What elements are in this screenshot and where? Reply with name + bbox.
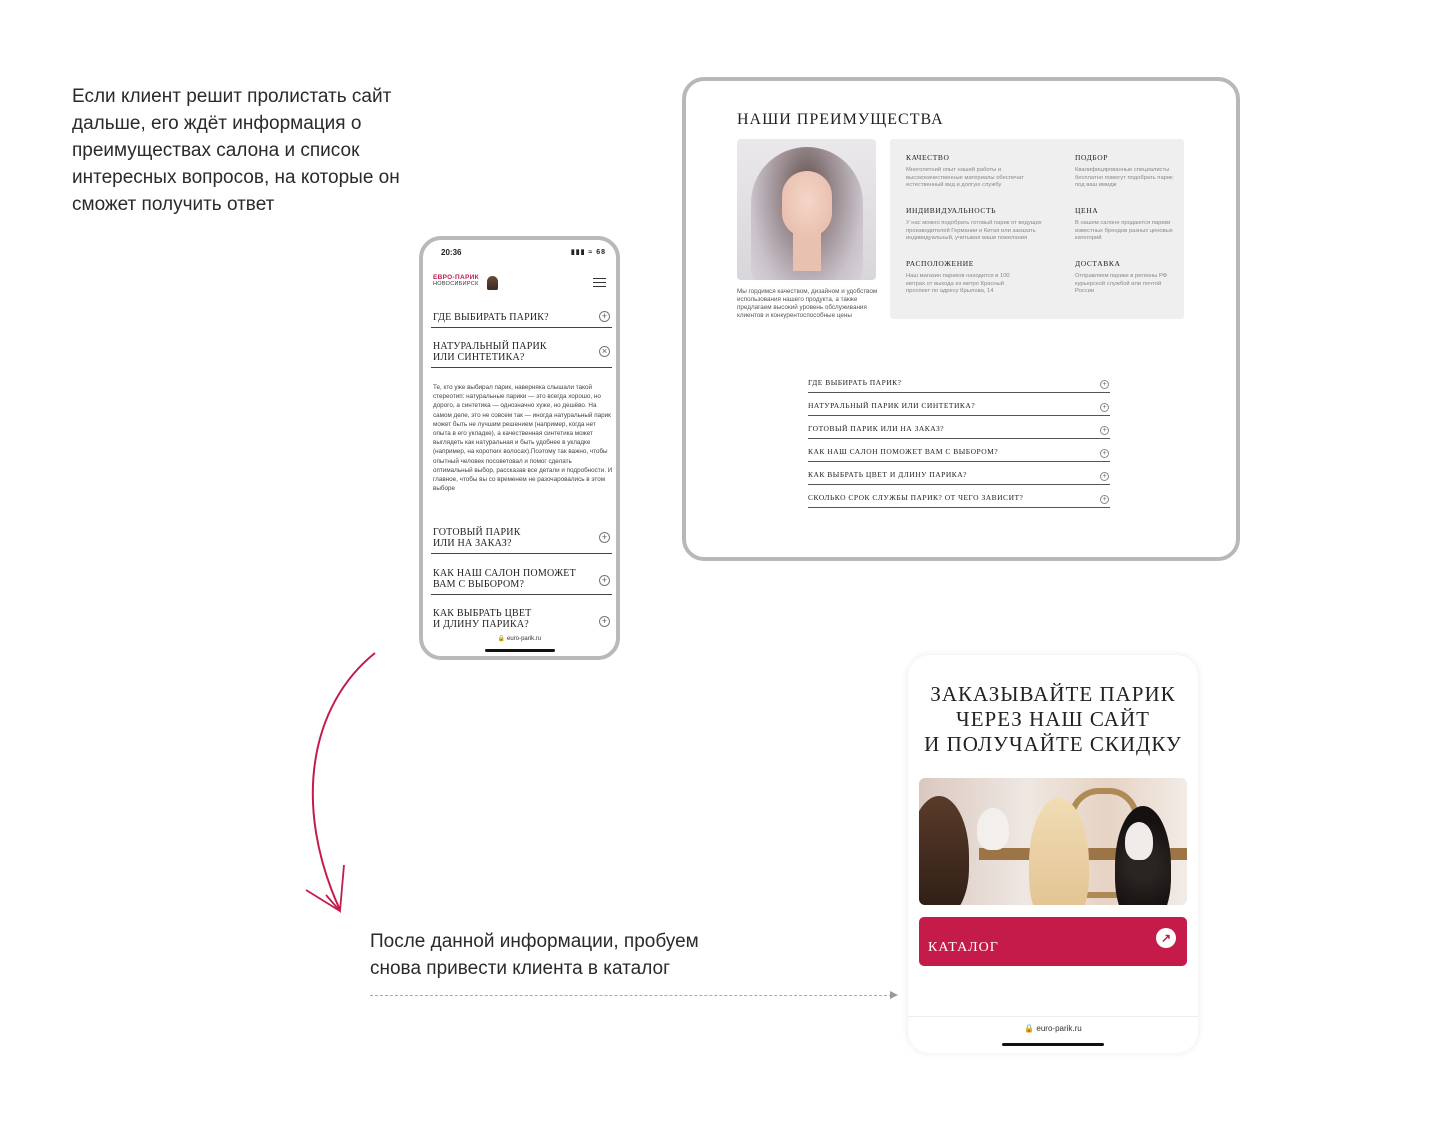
faq-question: ГДЕ ВЫБИРАТЬ ПАРИК? — [433, 312, 549, 323]
faq-answer: Те, кто уже выбирал парик, наверняка слышали такой стереотип: натуральные парики — это всегда хорошо, но дорого, а синтетика — однозначно хуже, но дешёво. На самом деле, это не совсем так — иногда натуральный парик может быть не лучшим решением (например, когда нет опыта в его укладке), а качественная синтетика может выглядеть как натуральная и быть удобнее в укладке (например, на коротких волосах).Поэтому так важно, чтобы опытный человек посоветовал и помог сделать оптимальный выбор, рассказав все детали и подробности. И главное, чтобы вы со временем не разочаровались в этом выборе — [433, 384, 613, 493]
faq-question: ГОТОВЫЙ ПАРИК ИЛИ НА ЗАКАЗ? — [433, 527, 521, 549]
promo-title-line: ЧЕРЕЗ НАШ САЙТ — [956, 707, 1150, 731]
plus-circle-icon[interactable]: + — [1100, 449, 1109, 458]
curved-arrow-icon — [290, 645, 390, 925]
site-header — [433, 274, 608, 298]
advantage-heading: ДОСТАВКА — [1075, 259, 1121, 268]
arrow-up-right-icon: ↗ — [1156, 928, 1176, 948]
advantage-selection — [1075, 153, 1175, 190]
close-circle-icon[interactable]: × — [599, 346, 610, 357]
advantage-heading: ИНДИВИДУАЛЬНОСТЬ — [906, 206, 997, 215]
faq-item[interactable] — [431, 300, 612, 328]
faq-row[interactable] — [808, 440, 1110, 462]
status-time: 20:36 — [441, 248, 462, 257]
advantage-heading: ЦЕНА — [1075, 206, 1099, 215]
mobile-faq-screen — [419, 236, 620, 660]
catalog-button-label: КАТАЛОГ — [928, 940, 999, 955]
faq-row[interactable] — [808, 486, 1110, 508]
promo-title-line: ЗАКАЗЫВАЙТЕ ПАРИК — [930, 682, 1176, 706]
advantage-heading: КАЧЕСТВО — [906, 153, 950, 162]
browser-divider — [908, 1016, 1198, 1017]
logo-subtitle: НОВОСИБИРСК — [433, 281, 479, 287]
status-bar — [423, 246, 616, 260]
advantage-heading: ПОДБОР — [1075, 153, 1109, 162]
connector-arrowhead-icon — [890, 991, 898, 999]
dashed-connector — [370, 995, 892, 996]
annotation-text-bottom: После данной информации, пробуем снова привести клиента в каталог — [370, 931, 699, 979]
home-indicator — [1002, 1043, 1104, 1046]
promo-title-line: И ПОЛУЧАЙТЕ СКИДКУ — [924, 732, 1182, 756]
faq-question: КАК ВЫБРАТЬ ЦВЕТ И ДЛИНУ ПАРИКА? — [433, 608, 532, 630]
advantage-individuality — [906, 206, 1046, 243]
faq-item[interactable] — [431, 508, 612, 554]
status-icons: ▮▮▮ ≈ 68 — [570, 249, 606, 256]
plus-circle-icon[interactable]: + — [1100, 426, 1109, 435]
faq-question: КАК НАШ САЛОН ПОМОЖЕТ ВАМ С ВЫБОРОМ? — [433, 568, 576, 590]
advantage-quality — [906, 153, 1046, 190]
plus-circle-icon[interactable]: + — [1100, 495, 1109, 504]
advantage-delivery — [1075, 259, 1175, 296]
desktop-advantages-screen — [682, 77, 1240, 561]
advantage-heading: РАСПОЛОЖЕНИЕ — [906, 259, 974, 268]
photo-caption: Мы гордимся качеством, дизайном и удобством использования нашего продукта, а также предлагаем высокий уровень обслуживания клиентов и конкурентоспособные цены — [737, 288, 878, 319]
advantage-price — [1075, 206, 1175, 243]
plus-circle-icon[interactable]: + — [599, 532, 610, 543]
faq-question: НАТУРАЛЬНЫЙ ПАРИК ИЛИ СИНТЕТИКА? — [433, 341, 547, 363]
advantage-text: Многолетний опыт нашей работы и высококачественные материалы обеспечат естественный вид и долгую службу — [906, 167, 1024, 189]
plus-circle-icon[interactable]: + — [1100, 472, 1109, 481]
plus-circle-icon[interactable]: + — [1100, 403, 1109, 412]
faq-row[interactable] — [808, 371, 1110, 393]
faq-question: КАК НАШ САЛОН ПОМОЖЕТ ВАМ С ВЫБОРОМ? — [808, 447, 999, 456]
faq-question: КАК ВЫБРАТЬ ЦВЕТ И ДЛИНУ ПАРИКА? — [808, 470, 968, 479]
advantage-text: Отправляем парики в регионы РФ курьерской службой или почтой России — [1075, 273, 1168, 295]
advantage-text: У нас можно подобрать готовый парик от ведущих производителей Германии и Китая или заказать индивидуальный, учитывая ваши пожелания — [906, 220, 1042, 242]
section-title: НАШИ ПРЕИМУЩЕСТВА — [737, 111, 944, 128]
advantage-location — [906, 259, 1021, 296]
logo-avatar-icon — [487, 276, 498, 290]
annotation-text-top: Если клиент решит пролистать сайт дальше, его ждёт информация о преимуществах салона и список интересных вопросов, на которые он сможет получить ответ — [72, 86, 400, 215]
faq-item[interactable] — [431, 554, 612, 595]
faq-question: ГОТОВЫЙ ПАРИК ИЛИ НА ЗАКАЗ? — [808, 424, 945, 433]
browser-url[interactable]: 🔒 euro-parik.ru — [1024, 1024, 1082, 1033]
promo-title — [908, 682, 1198, 757]
wigs-photo — [919, 778, 1187, 905]
plus-circle-icon[interactable]: + — [599, 311, 610, 322]
faq-question: НАТУРАЛЬНЫЙ ПАРИК ИЛИ СИНТЕТИКА? — [808, 401, 976, 410]
faq-row[interactable] — [808, 463, 1110, 485]
mobile-catalog-screen — [908, 655, 1198, 1053]
faq-row[interactable] — [808, 417, 1110, 439]
advantage-text: Квалифицированные специалисты бесплатно помогут подобрать парик под ваш имидж — [1075, 167, 1173, 189]
plus-circle-icon[interactable]: + — [1100, 380, 1109, 389]
model-photo — [737, 139, 876, 280]
menu-icon[interactable] — [593, 278, 606, 287]
catalog-button[interactable] — [919, 917, 1187, 966]
logo-title[interactable]: ЕВРО-ПАРИК — [433, 274, 479, 281]
faq-question: СКОЛЬКО СРОК СЛУЖБЫ ПАРИК? ОТ ЧЕГО ЗАВИСИТ? — [808, 493, 1024, 502]
browser-url[interactable]: 🔒 euro-parik.ru — [497, 636, 542, 642]
plus-circle-icon[interactable]: + — [599, 575, 610, 586]
advantage-text: Наш магазин париков находится в 100 метрах от выхода из метро Красный проспект по адресу Крылова, 14 — [906, 273, 1010, 295]
faq-row[interactable] — [808, 394, 1110, 416]
advantages-panel — [890, 139, 1184, 319]
faq-item-open[interactable] — [431, 328, 612, 368]
faq-question: ГДЕ ВЫБИРАТЬ ПАРИК? — [808, 378, 902, 387]
advantage-text: В нашем салоне продаются парики известных брендов разных ценовых категорий — [1075, 220, 1173, 242]
home-indicator — [485, 649, 555, 652]
plus-circle-icon[interactable]: + — [599, 616, 610, 627]
faq-item[interactable] — [431, 595, 612, 631]
